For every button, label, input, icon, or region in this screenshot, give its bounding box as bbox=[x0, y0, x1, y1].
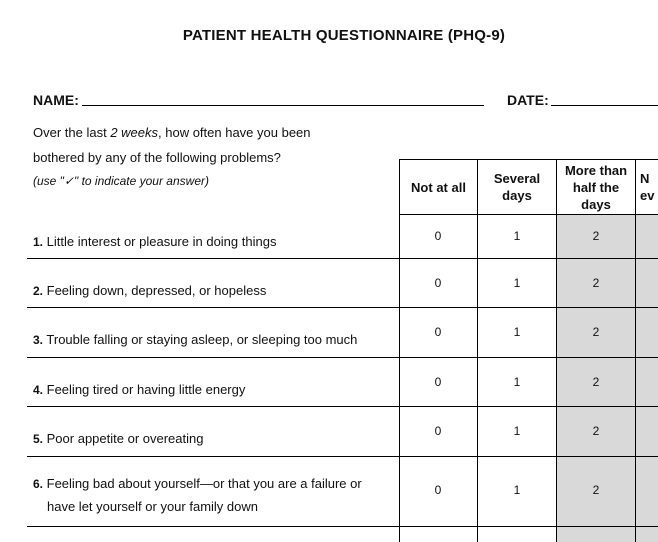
score-option[interactable]: 0 bbox=[434, 229, 442, 243]
score-option[interactable]: 1 bbox=[513, 276, 521, 290]
score-option[interactable]: 2 bbox=[592, 375, 600, 389]
question-number: 3. bbox=[33, 333, 44, 347]
col-divider bbox=[556, 159, 557, 542]
score-option[interactable]: 1 bbox=[513, 325, 521, 339]
score-option[interactable]: 1 bbox=[513, 229, 521, 243]
score-option[interactable]: 2 bbox=[592, 483, 600, 497]
intro-text-b: , how often have you been bbox=[158, 125, 311, 140]
question-text: Feeling down, depressed, or hopeless bbox=[46, 283, 267, 298]
score-option[interactable]: 2 bbox=[592, 424, 600, 438]
form-title: PATIENT HEALTH QUESTIONNAIRE (PHQ-9) bbox=[182, 27, 506, 44]
score-option[interactable]: 2 bbox=[592, 229, 600, 243]
intro-emphasis: 2 weeks bbox=[110, 125, 159, 140]
name-label: NAME: bbox=[33, 92, 79, 108]
question-2 bbox=[33, 280, 266, 302]
score-option[interactable]: 0 bbox=[434, 276, 442, 290]
col-head-several-days: Several days bbox=[493, 171, 541, 203]
row-separator bbox=[27, 357, 658, 358]
question-6 bbox=[33, 473, 362, 495]
score-option[interactable]: 1 bbox=[513, 375, 521, 389]
question-number: 4. bbox=[33, 383, 44, 397]
score-option[interactable]: 1 bbox=[513, 483, 521, 497]
row-separator bbox=[27, 307, 658, 308]
question-number: 1. bbox=[33, 235, 44, 249]
question-5 bbox=[33, 428, 203, 450]
question-text: Little interest or pleasure in doing things bbox=[46, 234, 277, 249]
row-separator bbox=[27, 406, 658, 407]
shaded-column-partial bbox=[636, 215, 658, 542]
score-option[interactable]: 0 bbox=[434, 325, 442, 339]
col-head-more-than-half: More than half the days bbox=[564, 162, 628, 212]
score-option[interactable]: 0 bbox=[434, 424, 442, 438]
intro-text-a: Over the last bbox=[33, 125, 111, 140]
question-text: Poor appetite or overeating bbox=[46, 431, 204, 446]
col-divider bbox=[399, 159, 400, 542]
row-separator bbox=[27, 526, 658, 527]
score-option[interactable]: 2 bbox=[592, 276, 600, 290]
question-text: Trouble falling or staying asleep, or sleeping too much bbox=[46, 332, 358, 347]
question-1 bbox=[33, 231, 276, 253]
col-divider bbox=[477, 159, 478, 542]
question-number: 2. bbox=[33, 284, 44, 298]
question-3 bbox=[33, 329, 357, 351]
table-header-bottom bbox=[399, 214, 658, 215]
score-option[interactable]: 0 bbox=[434, 375, 442, 389]
col-head-not-at-all: Not at all bbox=[411, 179, 466, 195]
row-separator bbox=[27, 258, 658, 259]
question-text: Feeling bad about yourself—or that you are a failure or bbox=[46, 476, 362, 491]
score-option[interactable]: 1 bbox=[513, 424, 521, 438]
col-head-nearly-every-day: N ev bbox=[640, 171, 655, 203]
question-number: 6. bbox=[33, 477, 44, 491]
col-divider bbox=[635, 159, 636, 542]
intro-hint: (use "✓" to indicate your answer) bbox=[33, 174, 209, 188]
row-separator bbox=[27, 456, 658, 457]
question-text: Feeling tired or having little energy bbox=[46, 382, 246, 397]
score-option[interactable]: 0 bbox=[434, 483, 442, 497]
question-4 bbox=[33, 379, 245, 401]
score-option[interactable]: 2 bbox=[592, 325, 600, 339]
date-label: DATE: bbox=[507, 92, 549, 108]
question-number: 5. bbox=[33, 432, 44, 446]
question-6-continued: have let yourself or your family down bbox=[47, 499, 258, 514]
intro-line-2: bothered by any of the following problems? bbox=[33, 150, 281, 165]
